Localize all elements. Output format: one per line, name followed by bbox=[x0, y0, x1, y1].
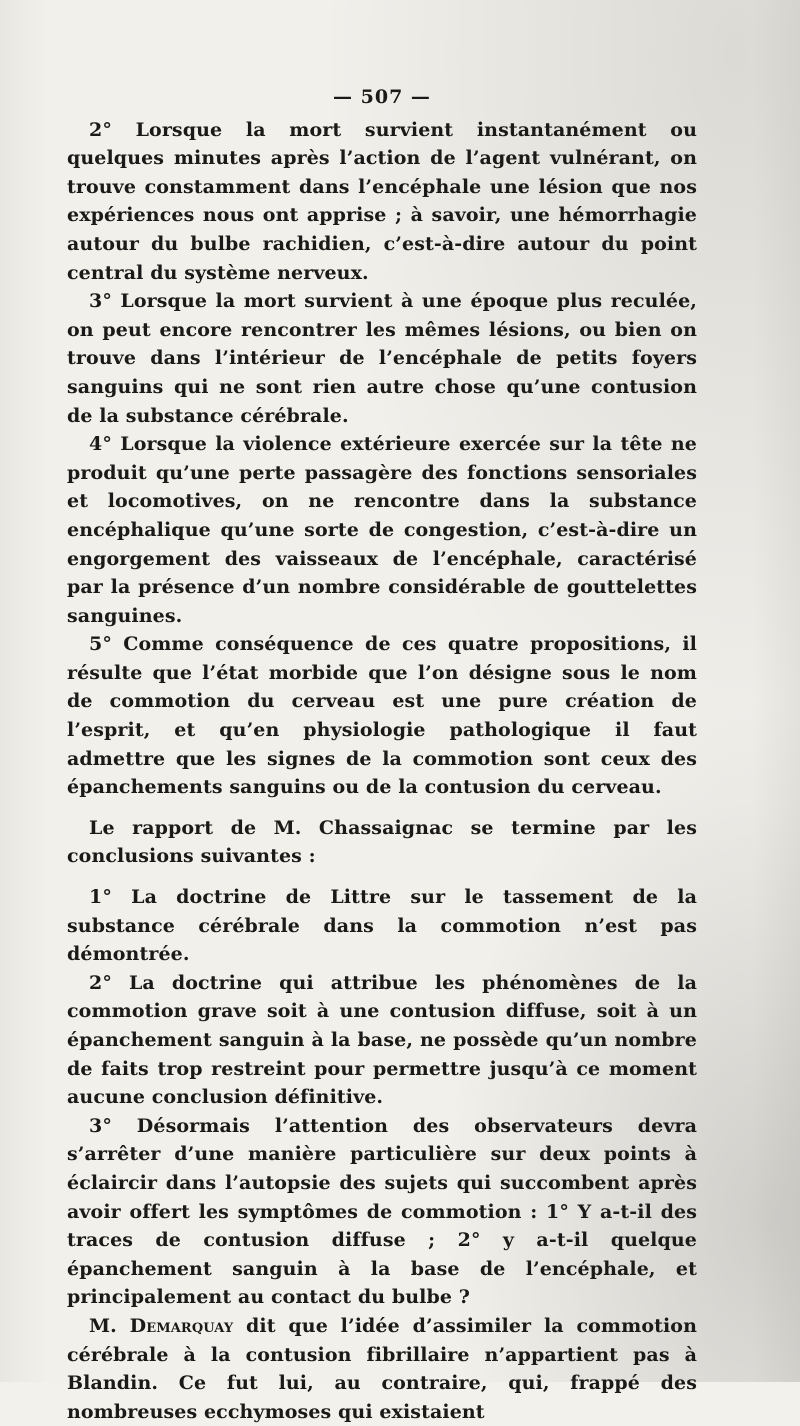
paragraph-1: 2° Lorsque la mort survient instantanément ou quelques minutes après l’action de l’agent vulnérant, on trouve constamment dans l’encéphale une lésion que nos expériences nous ont apprise ; à savoir, une hémorrhagie autour du bulbe rachidien, c’est-à-dire autour du point central du système nerveux. bbox=[67, 118, 697, 284]
person-name: Demarquay bbox=[129, 1314, 234, 1337]
paragraph-7: 2° La doctrine qui attribue les phénomènes de la commotion grave soit à une contusion diffuse, soit à un épanchement sanguin à la base, ne possède qu’un nombre de faits trop restreint pour permettre jusqu’à ce moment aucune conclusion définitive. bbox=[67, 971, 697, 1109]
page-text-block bbox=[67, 83, 697, 1426]
paragraph-9 bbox=[67, 1312, 697, 1426]
paragraph-8: 3° Désormais l’attention des observateurs devra s’arrêter d’une manière particulière sur deux points à éclaircir dans l’autopsie des sujets qui succombent après avoir offert les symptômes de commotion : 1° Y a-t-il des traces de contusion diffuse ; 2° y a-t-il quelque épanchement sanguin à la base de l’encéphale, et principalement au contact du bulbe ? bbox=[67, 1114, 697, 1309]
paragraph-9-prefix: M. bbox=[89, 1314, 130, 1337]
paragraph-3: 4° Lorsque la violence extérieure exercée sur la tête ne produit qu’une perte passagère des fonctions sensoriales et locomotives, on ne rencontre dans la substance encéphalique qu’une sorte de congestion, c’est-à-dire un engorgement des vaisseaux de l’encéphale, caractérisé par la présence d’un nombre considérable de gouttelettes sanguines. bbox=[67, 433, 697, 627]
paragraph-6: 1° La doctrine de Littre sur le tassement de la substance cérébrale dans la commotion n’est pas démontrée. bbox=[67, 886, 697, 966]
page-number: — 507 — bbox=[333, 86, 431, 108]
paragraph-2: 3° Lorsque la mort survient à une époque plus reculée, on peut encore rencontrer les mêmes lésions, ou bien on trouve dans l’intérieur de l’encéphale de petits foyers sanguins qui ne sont rien autre chose qu’une contusion de la substance cérébrale. bbox=[67, 290, 697, 427]
paragraph-4: 5° Comme conséquence de ces quatre propositions, il résulte que l’état morbide que l’on désigne sous le nom de commotion du cerveau est une pure création de l’esprit, et qu’en physiologie pathologique il faut admettre que les signes de la commotion sont ceux des épanchements sanguins ou de la contusion du cerveau. bbox=[67, 633, 697, 799]
paragraph-5: Le rapport de M. Chassaignac se termine par les conclusions suivantes : bbox=[67, 816, 697, 868]
paragraph-9-rest: dit que l’idée d’assimiler la commotion cérébrale à la contusion fibrillaire n’appartient pas à Blandin. Ce fut lui, au contraire, qui, frappé des nombreuses ecchymoses qui existaient bbox=[67, 1314, 697, 1423]
